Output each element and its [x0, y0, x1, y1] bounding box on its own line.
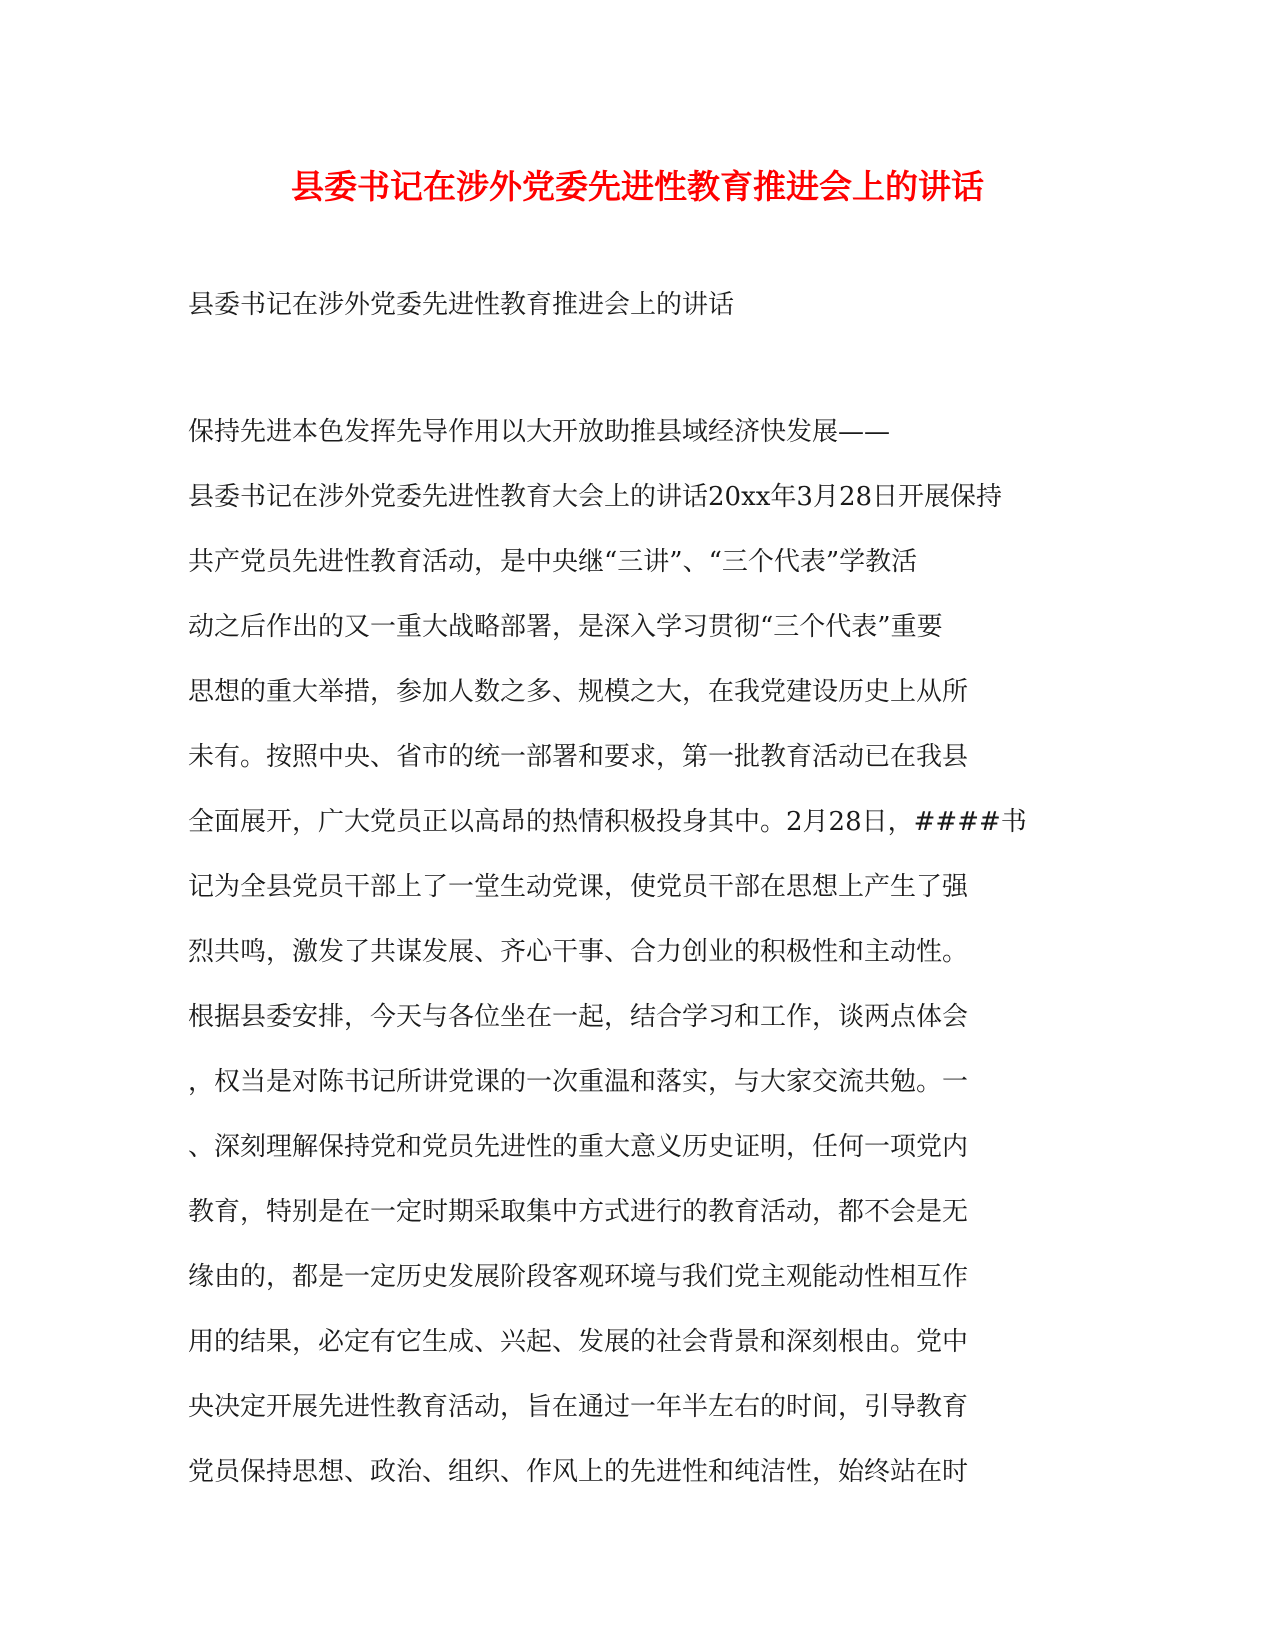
body-line: 记为全县党员干部上了一堂生动党课，使党员干部在思想上产生了强	[188, 872, 969, 902]
document-title: 县委书记在涉外党委先进性教育推进会上的讲话	[291, 167, 984, 206]
body-line: 缘由的，都是一定历史发展阶段客观环境与我们党主观能动性相互作	[188, 1262, 969, 1292]
body-line: 、深刻理解保持党和党员先进性的重大意义历史证明，任何一项党内	[188, 1132, 969, 1162]
body-line: 央决定开展先进性教育活动，旨在通过一年半左右的时间，引导教育	[188, 1392, 969, 1422]
body-line: 烈共鸣，激发了共谋发展、齐心干事、合力创业的积极性和主动性。	[188, 937, 969, 967]
body-line: 未有。按照中央、省市的统一部署和要求，第一批教育活动已在我县	[188, 742, 969, 772]
body-text	[188, 412, 1088, 1517]
document-subtitle: 县委书记在涉外党委先进性教育推进会上的讲话	[188, 290, 735, 320]
body-line: 动之后作出的又一重大战略部署，是深入学习贯彻“三个代表”重要	[188, 612, 943, 642]
body-line: 思想的重大举措，参加人数之多、规模之大，在我党建设历史上从所	[188, 677, 969, 707]
body-line: 用的结果，必定有它生成、兴起、发展的社会背景和深刻根由。党中	[188, 1327, 969, 1357]
body-line: 根据县委安排，今天与各位坐在一起，结合学习和工作，谈两点体会	[188, 1002, 969, 1032]
body-line: 党员保持思想、政治、组织、作风上的先进性和纯洁性，始终站在时	[188, 1457, 969, 1487]
body-line: 县委书记在涉外党委先进性教育大会上的讲话20xx年3月28日开展保持	[188, 482, 1003, 512]
body-line: ，权当是对陈书记所讲党课的一次重温和落实，与大家交流共勉。一	[188, 1067, 969, 1097]
body-line: 共产党员先进性教育活动，是中央继“三讲”、“三个代表”学教活	[188, 547, 918, 577]
body-line: 教育，特别是在一定时期采取集中方式进行的教育活动，都不会是无	[188, 1197, 969, 1227]
body-line: 全面展开，广大党员正以高昂的热情积极投身其中。2月28日，####书	[188, 807, 1027, 837]
body-line: 保持先进本色发挥先导作用以大开放助推县域经济快发展——	[188, 417, 891, 447]
